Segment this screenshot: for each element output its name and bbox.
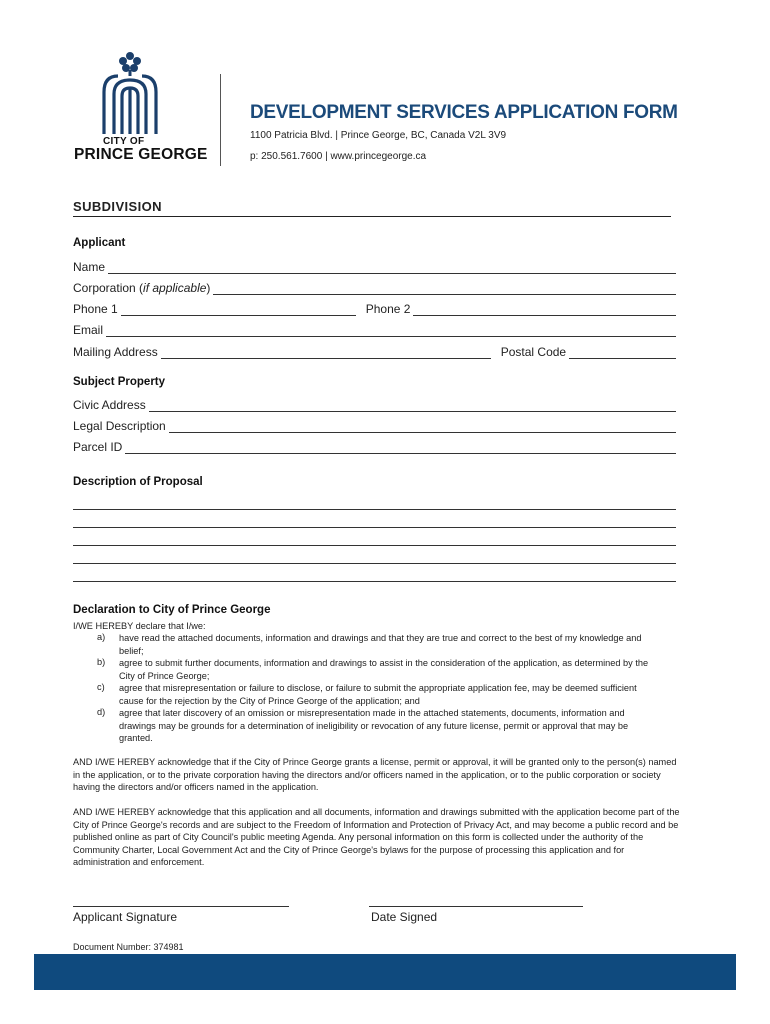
acknowledgement-paragraph-2: AND I/WE HEREBY acknowledge that this application and all documents, information and drawings submitted with the application become part of the City of Prince George's records and are subject to the Freedom of Information and Protection of Privacy Act, and may become a public record and be published online as part of City Council's public meeting Agenda. Any personal information on this form is collected under the authority of the Community Charter, Local Government Act and the City of Prince George's bylaws for the purpose of processing this application and for administration and enforcement. (73, 807, 680, 868)
legal-description-row (73, 417, 676, 433)
city-of-text: CITY OF (103, 136, 145, 147)
name-label: Name (73, 260, 106, 274)
declaration-heading: Declaration to City of Prince George (73, 604, 271, 616)
city-name-text: PRINCE GEORGE (74, 146, 208, 163)
city-crest-icon (100, 50, 160, 134)
proposal-line[interactable] (73, 581, 676, 582)
parcel-id-row (73, 438, 676, 454)
date-signed-label: Date Signed (371, 910, 438, 924)
email-label: Email (73, 323, 104, 337)
declaration-item-letter: d) (97, 707, 106, 717)
phone2-field[interactable] (413, 304, 676, 316)
applicant-signature-label: Applicant Signature (73, 910, 178, 924)
city-contact: p: 250.561.7600 | www.princegeorge.ca (250, 151, 427, 162)
phone1-label: Phone 1 (73, 302, 118, 316)
declaration-item-text: agree that later discovery of an omission or misrepresentation made in the attached statements, documents, information and drawings may be grounds for a determination of ineligibility or revocation of any future license, permit or approval that may be granted. (119, 708, 629, 743)
name-row (73, 258, 676, 274)
postal-code-field[interactable] (569, 347, 676, 359)
email-row (73, 321, 676, 337)
declaration-item-letter: c) (97, 682, 105, 692)
acknowledgement-paragraph-1: AND I/WE HEREBY acknowledge that if the City of Prince George grants a license, permit or approval, it will be granted only to the person(s) named in the application, or to the private corporation having the directors and/or officers named in the application, or to the public corporation or society having the directors and/or officers named in the application. (73, 757, 677, 793)
declaration-intro: I/WE HEREBY declare that I/we: (73, 621, 206, 631)
civic-address-row (73, 396, 676, 412)
legal-description-label: Legal Description (73, 419, 166, 433)
city-address: 1100 Patricia Blvd. | Prince George, BC, Canada V2L 3V9 (250, 130, 507, 141)
applicant-heading: Applicant (73, 237, 126, 249)
mailing-address-field[interactable] (161, 347, 491, 359)
declaration-item-text: agree to submit further documents, information and drawings to assist in the consideration of the application, as determined by the City of Prince George; (119, 658, 649, 681)
corporation-label: Corporation (if applicable) (73, 281, 211, 295)
mailing-row (73, 343, 676, 359)
phone-row (73, 300, 676, 316)
declaration-item-text: have read the attached documents, information and drawings and that they are true and correct to the best of my knowledge and belief; (119, 633, 642, 656)
proposal-line[interactable] (73, 563, 676, 564)
date-signed-field[interactable] (369, 906, 583, 907)
form-type-heading (73, 198, 671, 217)
proposal-line[interactable] (73, 509, 676, 510)
declaration-item-letter: a) (97, 632, 106, 642)
corporation-row (73, 279, 676, 295)
civic-address-label: Civic Address (73, 398, 146, 412)
header-divider (220, 74, 221, 166)
proposal-heading: Description of Proposal (73, 476, 203, 488)
form-type-label: SUBDIVISION (73, 199, 162, 214)
declaration-item-letter: b) (97, 657, 106, 667)
corporation-field[interactable] (213, 283, 676, 295)
legal-description-field[interactable] (169, 421, 676, 433)
parcel-id-label: Parcel ID (73, 440, 123, 454)
name-field[interactable] (108, 262, 676, 274)
proposal-line[interactable] (73, 545, 676, 546)
postal-code-label: Postal Code (500, 345, 567, 359)
declaration-item-text: agree that misrepresentation or failure to disclose, or failure to submit the appropriate application fee, may be deemed sufficient cause for the rejection by the City of Prince George of the application; and (119, 683, 637, 706)
civic-address-field[interactable] (149, 400, 676, 412)
phone1-field[interactable] (121, 304, 356, 316)
footer-bar (34, 954, 736, 990)
mailing-address-label: Mailing Address (73, 345, 158, 359)
parcel-id-field[interactable] (125, 442, 676, 454)
form-title: DEVELOPMENT SERVICES APPLICATION FORM (250, 102, 678, 123)
phone2-label: Phone 2 (365, 302, 411, 316)
email-field[interactable] (106, 325, 676, 337)
document-number: Document Number: 374981 (73, 942, 184, 952)
applicant-signature-field[interactable] (73, 906, 289, 907)
subject-property-heading: Subject Property (73, 376, 166, 388)
proposal-line[interactable] (73, 527, 676, 528)
